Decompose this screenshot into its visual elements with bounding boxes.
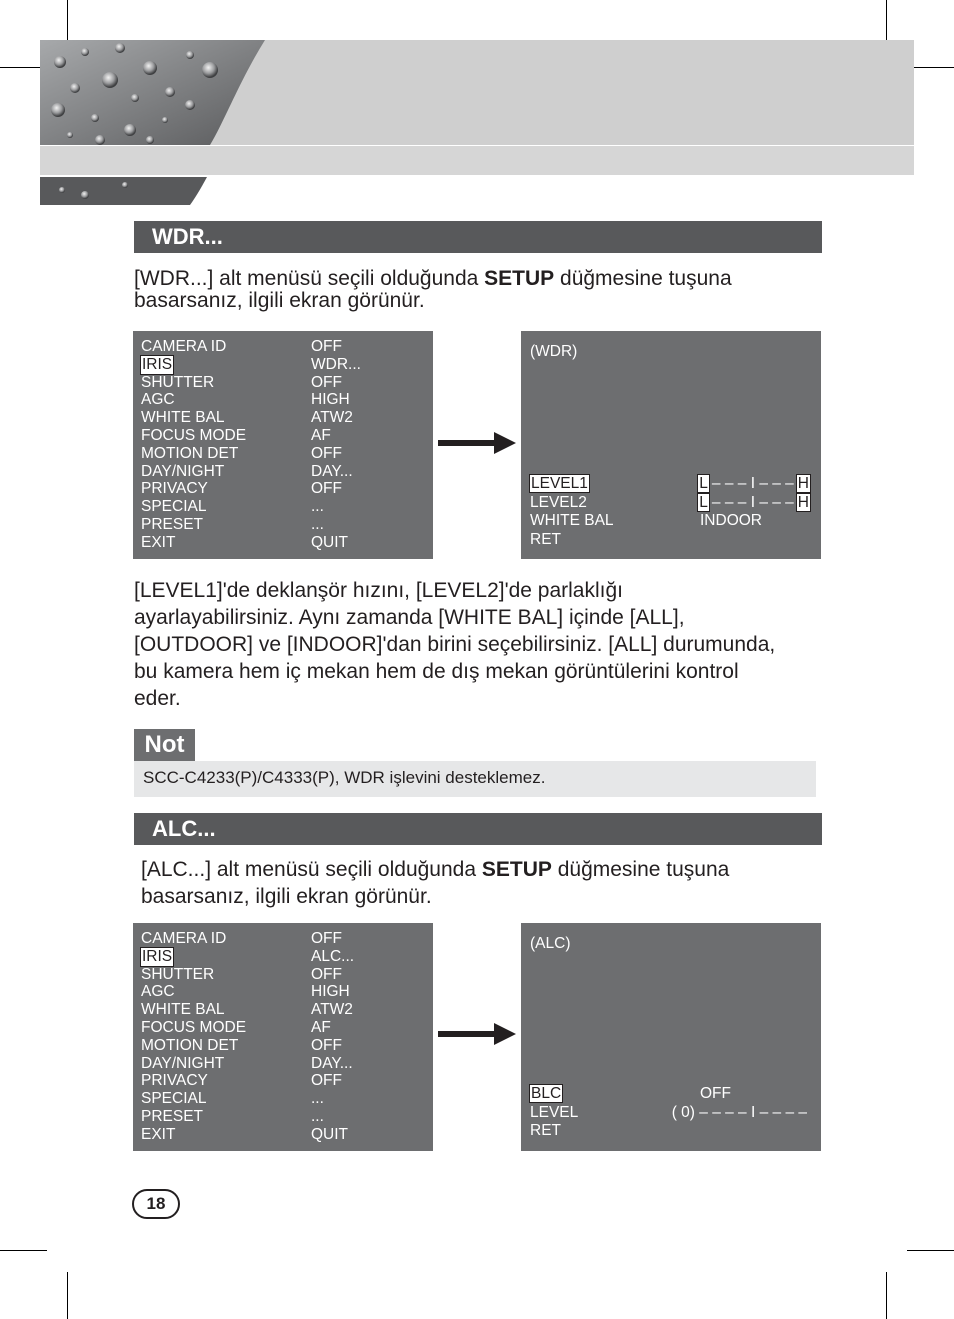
page-number: 18 (132, 1189, 180, 1219)
menu-label-selected: IRIS (142, 355, 173, 373)
menu-value: HIGH (311, 391, 350, 409)
menu-row (133, 480, 433, 498)
submenu-label: LEVEL2 (530, 494, 587, 511)
menu-value: ... (311, 1090, 324, 1108)
menu-label-selected: IRIS (142, 947, 173, 965)
wdr-submenu-screen (521, 331, 821, 559)
alc-intro-line2: basarsanız, ilgili ekran görünür. (141, 885, 432, 908)
menu-value: ATW2 (311, 409, 353, 427)
menu-label: DAY/NIGHT (141, 1054, 225, 1072)
note-text: SCC-C4233(P)/C4333(P), WDR işlevini desteklemez. (134, 761, 816, 797)
alc-submenu-screen (521, 923, 821, 1151)
wdr-intro-line2: basarsanız, ilgili ekran görünür. (134, 289, 425, 312)
submenu-value: OFF (700, 1085, 731, 1102)
menu-row (133, 1001, 433, 1019)
slider-low: L (699, 475, 708, 492)
wdr-intro-text: [WDR...] alt menüsü seçili olduğunda (134, 267, 485, 290)
menu-label: FOCUS MODE (141, 1018, 247, 1036)
menu-row (133, 1055, 433, 1073)
menu-row (133, 445, 433, 463)
body-line: [OUTDOOR] ve [INDOOR]'dan birini seçebilirsiniz. [ALL] durumunda, (134, 633, 776, 656)
menu-label: EXIT (141, 1125, 176, 1143)
slider-track: – – – I – – – (711, 494, 794, 511)
menu-value: OFF (311, 1036, 342, 1054)
menu-label: PRIVACY (141, 1072, 208, 1090)
wdr-intro-setup: SETUP (484, 267, 555, 290)
menu-label: MOTION DET (141, 444, 239, 462)
submenu-row-blc (530, 1085, 810, 1103)
menu-row (133, 1019, 433, 1037)
menu-value: DAY... (311, 462, 353, 480)
note-tag: Not (134, 729, 195, 761)
alc-intro (141, 856, 729, 910)
menu-value: ATW2 (311, 1001, 353, 1019)
wdr-main-menu-screen (133, 331, 433, 559)
menu-value: WDR... (311, 355, 361, 373)
menu-row (133, 966, 433, 984)
submenu-label-selected: BLC (531, 1085, 562, 1102)
crop-mark (886, 1272, 887, 1319)
body-line: bu kamera hem iç mekan hem de dış mekan görüntülerini kontrol (134, 660, 739, 683)
submenu-row-ret (530, 1122, 810, 1140)
menu-row (133, 1126, 433, 1144)
menu-label: WHITE BAL (141, 409, 225, 427)
slider-high: H (797, 475, 809, 492)
menu-row (133, 391, 433, 409)
slider-low: L (699, 494, 708, 511)
menu-value: OFF (311, 444, 342, 462)
menu-value: HIGH (311, 983, 350, 1001)
crop-mark (67, 1272, 68, 1319)
menu-row (133, 374, 433, 392)
menu-label: AGC (141, 391, 175, 409)
menu-label: EXIT (141, 533, 176, 551)
submenu-value: INDOOR (700, 512, 762, 529)
menu-label: WHITE BAL (141, 1001, 225, 1019)
section-title-alc: ALC... (134, 813, 822, 845)
crop-mark (907, 67, 954, 68)
menu-label: PRIVACY (141, 480, 208, 498)
slider-high: H (797, 494, 809, 511)
menu-value: ... (311, 515, 324, 533)
menu-value: AF (311, 1018, 331, 1036)
submenu-title: (WDR) (530, 343, 578, 360)
body-line: ayarlayabilirsiniz. Aynı zamanda [WHITE BAL] içinde [ALL], (134, 606, 685, 629)
menu-label: CAMERA ID (141, 930, 227, 947)
menu-label: FOCUS MODE (141, 426, 247, 444)
menu-label: SPECIAL (141, 498, 207, 516)
menu-row (133, 338, 433, 356)
submenu-row-level2 (530, 494, 810, 512)
menu-row (133, 516, 433, 534)
menu-value: QUIT (311, 1125, 349, 1143)
menu-label: AGC (141, 983, 175, 1001)
menu-row (133, 498, 433, 516)
menu-label: CAMERA ID (141, 338, 227, 355)
level-slider (698, 475, 810, 493)
crop-mark (0, 1250, 47, 1251)
alc-main-menu-screen (133, 923, 433, 1151)
menu-value: OFF (311, 930, 342, 947)
alc-intro-setup: SETUP (481, 858, 552, 881)
menu-row (133, 427, 433, 445)
wdr-body-text (134, 577, 775, 712)
submenu-row-white-bal (530, 512, 810, 530)
submenu-label-selected: LEVEL1 (531, 475, 588, 492)
menu-row (133, 409, 433, 427)
submenu-label: LEVEL (530, 1104, 579, 1121)
menu-label: DAY/NIGHT (141, 462, 225, 480)
menu-label: SPECIAL (141, 1090, 207, 1108)
menu-value: AF (311, 426, 331, 444)
menu-row (133, 1072, 433, 1090)
menu-label: PRESET (141, 515, 204, 533)
menu-row (133, 983, 433, 1001)
alc-intro-text: [ALC...] alt menüsü seçili olduğunda (141, 858, 482, 881)
menu-row (133, 356, 433, 374)
menu-value: QUIT (311, 533, 349, 551)
section-title-wdr: WDR... (134, 221, 822, 253)
arrow-right-icon (438, 1022, 516, 1046)
wdr-intro-text-end: düğmesine tuşuna (554, 267, 732, 290)
menu-label: SHUTTER (141, 965, 215, 983)
level-slider: ( 0) – – – – I – – – – (671, 1104, 807, 1121)
menu-value: ... (311, 498, 324, 516)
menu-value: ... (311, 1107, 324, 1125)
wdr-intro (134, 265, 732, 319)
slider-track: – – – I – – – (711, 475, 794, 492)
level-slider (698, 494, 810, 512)
menu-row (133, 930, 433, 948)
submenu-label: WHITE BAL (530, 512, 614, 529)
water-drops-image (40, 40, 270, 205)
alc-intro-text-end: düğmesine tuşuna (551, 858, 730, 881)
menu-value: DAY... (311, 1054, 353, 1072)
menu-value: OFF (311, 338, 342, 355)
menu-value: ALC... (311, 947, 355, 965)
menu-value: OFF (311, 480, 342, 498)
submenu-label: RET (530, 531, 561, 548)
menu-row (133, 1108, 433, 1126)
menu-row (133, 534, 433, 552)
arrow-right-icon (438, 431, 516, 455)
menu-label: MOTION DET (141, 1036, 239, 1054)
menu-value: OFF (311, 965, 342, 983)
menu-value: OFF (311, 373, 342, 391)
menu-label: PRESET (141, 1107, 204, 1125)
submenu-row-ret (530, 531, 810, 549)
submenu-title: (ALC) (530, 935, 571, 952)
submenu-row-level (530, 1104, 810, 1122)
menu-row (133, 1037, 433, 1055)
body-line: eder. (134, 687, 181, 710)
submenu-row-level1 (530, 475, 810, 493)
menu-row (133, 1090, 433, 1108)
menu-label: SHUTTER (141, 373, 215, 391)
menu-row (133, 463, 433, 481)
crop-mark (907, 1250, 954, 1251)
body-line: [LEVEL1]'de deklanşör hızını, [LEVEL2]'de parlaklığı (134, 579, 623, 602)
submenu-label: RET (530, 1122, 561, 1139)
menu-value: OFF (311, 1072, 342, 1090)
menu-row (133, 948, 433, 966)
